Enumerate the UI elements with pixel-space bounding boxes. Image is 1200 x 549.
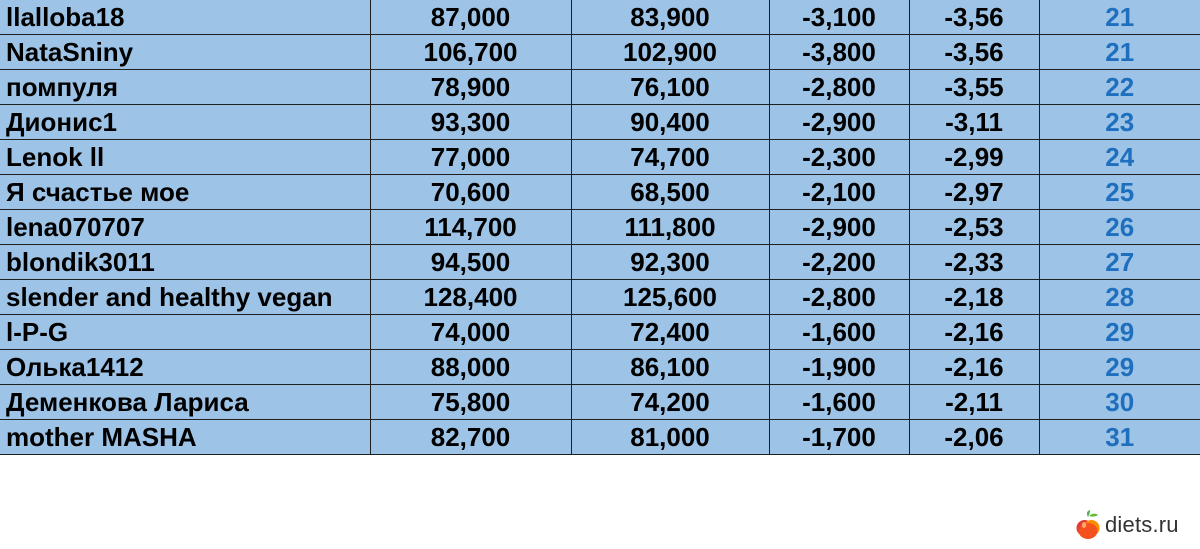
table-row <box>0 420 1200 455</box>
rank-cell: 27 <box>1039 245 1200 280</box>
table-row <box>0 315 1200 350</box>
weight-diff-cell: -1,700 <box>769 420 909 455</box>
weight-diff-cell: -1,600 <box>769 385 909 420</box>
table-row <box>0 0 1200 35</box>
rank-cell: 24 <box>1039 140 1200 175</box>
rank-cell: 22 <box>1039 70 1200 105</box>
name-cell: slender and healthy vegan <box>0 280 370 315</box>
percent-diff-cell: -3,56 <box>909 0 1039 35</box>
name-cell: Деменкова Лариса <box>0 385 370 420</box>
table-row <box>0 35 1200 70</box>
start-weight-cell: 93,300 <box>370 105 571 140</box>
watermark-text: diets.ru <box>1105 512 1179 537</box>
apple-icon <box>1075 510 1101 540</box>
percent-diff-cell: -2,99 <box>909 140 1039 175</box>
current-weight-cell: 72,400 <box>571 315 769 350</box>
percent-diff-cell: -2,18 <box>909 280 1039 315</box>
start-weight-cell: 77,000 <box>370 140 571 175</box>
name-cell: lena070707 <box>0 210 370 245</box>
current-weight-cell: 81,000 <box>571 420 769 455</box>
start-weight-cell: 82,700 <box>370 420 571 455</box>
table-row <box>0 210 1200 245</box>
weight-diff-cell: -2,900 <box>769 210 909 245</box>
name-cell: Дионис1 <box>0 105 370 140</box>
percent-diff-cell: -2,06 <box>909 420 1039 455</box>
name-cell: Lenok ll <box>0 140 370 175</box>
rank-cell: 29 <box>1039 315 1200 350</box>
weight-diff-cell: -2,100 <box>769 175 909 210</box>
start-weight-cell: 75,800 <box>370 385 571 420</box>
current-weight-cell: 74,700 <box>571 140 769 175</box>
table-row <box>0 105 1200 140</box>
diets-ru-watermark <box>1075 508 1179 542</box>
percent-diff-cell: -3,55 <box>909 70 1039 105</box>
percent-diff-cell: -2,97 <box>909 175 1039 210</box>
current-weight-cell: 92,300 <box>571 245 769 280</box>
rank-cell: 28 <box>1039 280 1200 315</box>
current-weight-cell: 102,900 <box>571 35 769 70</box>
table-row <box>0 175 1200 210</box>
current-weight-cell: 68,500 <box>571 175 769 210</box>
start-weight-cell: 74,000 <box>370 315 571 350</box>
table-row <box>0 280 1200 315</box>
weight-diff-cell: -3,800 <box>769 35 909 70</box>
percent-diff-cell: -2,16 <box>909 350 1039 385</box>
rank-cell: 21 <box>1039 35 1200 70</box>
current-weight-cell: 125,600 <box>571 280 769 315</box>
current-weight-cell: 83,900 <box>571 0 769 35</box>
weight-diff-cell: -2,200 <box>769 245 909 280</box>
start-weight-cell: 106,700 <box>370 35 571 70</box>
rank-cell: 21 <box>1039 0 1200 35</box>
percent-diff-cell: -2,11 <box>909 385 1039 420</box>
table-row <box>0 350 1200 385</box>
rank-cell: 30 <box>1039 385 1200 420</box>
current-weight-cell: 74,200 <box>571 385 769 420</box>
start-weight-cell: 94,500 <box>370 245 571 280</box>
percent-diff-cell: -3,56 <box>909 35 1039 70</box>
weight-diff-cell: -2,800 <box>769 70 909 105</box>
start-weight-cell: 88,000 <box>370 350 571 385</box>
name-cell: Олька1412 <box>0 350 370 385</box>
name-cell: помпуля <box>0 70 370 105</box>
rank-cell: 25 <box>1039 175 1200 210</box>
percent-diff-cell: -3,11 <box>909 105 1039 140</box>
weight-diff-cell: -3,100 <box>769 0 909 35</box>
start-weight-cell: 87,000 <box>370 0 571 35</box>
rank-cell: 26 <box>1039 210 1200 245</box>
current-weight-cell: 111,800 <box>571 210 769 245</box>
table-row <box>0 385 1200 420</box>
name-cell: l-P-G <box>0 315 370 350</box>
name-cell: mother MASHA <box>0 420 370 455</box>
percent-diff-cell: -2,16 <box>909 315 1039 350</box>
weight-diff-cell: -2,300 <box>769 140 909 175</box>
start-weight-cell: 78,900 <box>370 70 571 105</box>
weight-diff-cell: -2,800 <box>769 280 909 315</box>
start-weight-cell: 128,400 <box>370 280 571 315</box>
weight-diff-cell: -1,600 <box>769 315 909 350</box>
name-cell: blondik3011 <box>0 245 370 280</box>
weight-diff-cell: -1,900 <box>769 350 909 385</box>
weight-diff-cell: -2,900 <box>769 105 909 140</box>
start-weight-cell: 114,700 <box>370 210 571 245</box>
name-cell: NataSniny <box>0 35 370 70</box>
table-row <box>0 245 1200 280</box>
percent-diff-cell: -2,33 <box>909 245 1039 280</box>
current-weight-cell: 86,100 <box>571 350 769 385</box>
rank-cell: 23 <box>1039 105 1200 140</box>
current-weight-cell: 76,100 <box>571 70 769 105</box>
percent-diff-cell: -2,53 <box>909 210 1039 245</box>
name-cell: llalloba18 <box>0 0 370 35</box>
current-weight-cell: 90,400 <box>571 105 769 140</box>
table-row <box>0 140 1200 175</box>
name-cell: Я счастье мое <box>0 175 370 210</box>
rank-cell: 29 <box>1039 350 1200 385</box>
rank-cell: 31 <box>1039 420 1200 455</box>
start-weight-cell: 70,600 <box>370 175 571 210</box>
table-row <box>0 70 1200 105</box>
